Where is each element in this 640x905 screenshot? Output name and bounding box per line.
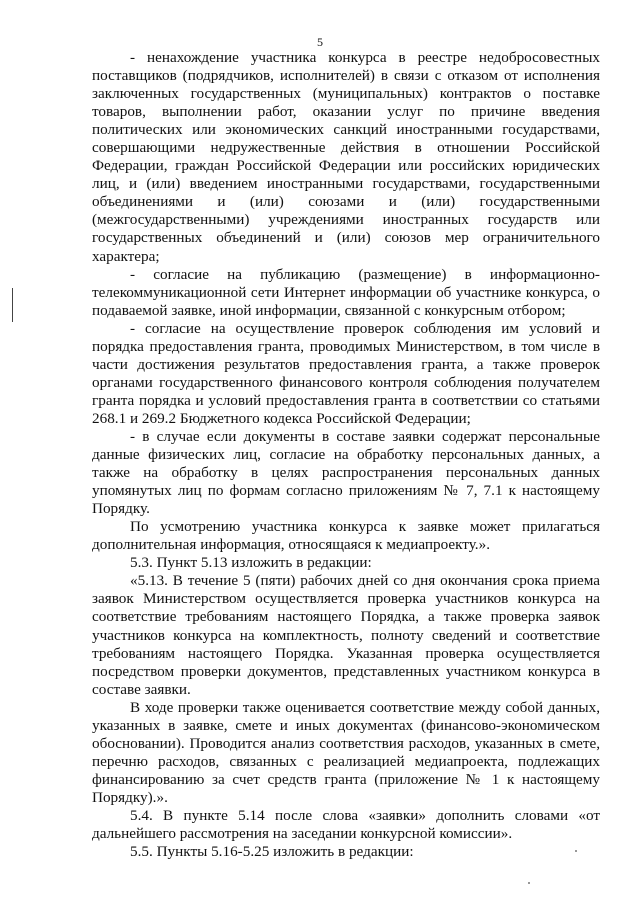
scan-speck — [528, 882, 530, 884]
scan-margin-mark — [12, 288, 13, 322]
paragraph-clause-5-3: 5.3. Пункт 5.13 изложить в редакции: — [130, 554, 372, 572]
paragraph-inspection-consent: - согласие на осуществление проверок соблюдения им условий и порядка предоставления гранта, проводимых Министерством, в том числе в части достижения результатов предоставления гранта, а также проверок органами государственного финансового контроля соблюдения получателем гранта порядка и условий предоставления гранта в соответствии со статьями 268.1 и 269.2 Бюджетного кодекса Российской Федерации; — [92, 319, 600, 427]
document-body — [92, 49, 600, 861]
paragraph-publication-consent: - согласие на публикацию (размещение) в информационно-телекоммуникационной сети Интернет информации об участнике конкурса, о подаваемой заявке, иной информации, связанной с конкурсным отбором; — [92, 265, 600, 319]
paragraph-additional-info: По усмотрению участника конкурса к заявке может прилагаться дополнительная информация, относящаяся к медиапроекту.». — [92, 518, 600, 554]
paragraph-verification-analysis: В ходе проверки также оценивается соответствие между собой данных, указанных в заявке, смете и иных документах (финансово-экономическом обосновании). Проводится анализ соответствия расходов, указанных в смете, перечню расходов, связанных с реализацией медиапроекта, подлежащих финансированию за счет средств гранта (приложение № 1 к настоящему Порядку).». — [92, 698, 600, 806]
page-number: 5 — [317, 35, 323, 49]
paragraph-clause-5-5: 5.5. Пункты 5.16-5.25 изложить в редакции: — [130, 843, 414, 861]
paragraph-clause-5-4: 5.4. В пункте 5.14 после слова «заявки» дополнить словами «от дальнейшего рассмотрения на заседании конкурсной комиссии». — [92, 806, 600, 843]
paragraph-clause-5-13: «5.13. В течение 5 (пяти) рабочих дней со дня окончания срока приема заявок Министерством осуществляется проверка участников конкурса на соответствие требованиям настоящего Порядка, а также проверка заявок участников конкурса на комплектность, полноту сведений и соответствие требованиям настоящего Порядка. Указанная проверка осуществляется посредством проверки документов, представленных участником конкурса в составе заявки. — [92, 572, 600, 698]
scan-speck — [575, 850, 577, 852]
paragraph-sanctions-registry: - ненахождение участника конкурса в реестре недобросовестных поставщиков (подрядчиков, исполнителей) в связи с отказом от исполнения заключенных государственных (муниципальных) контрактов о поставке товаров, выполнении работ, оказании услуг по причине введения политических или экономических санкций иностранными государствами, совершающими недружественные действия в отношении Российской Федерации, граждан Российской Федерации или российских юридических лиц, и (или) введением иностранными государствами, государственными объединениями и (или) союзами и (или) государственными (межгосударственными) учреждениями иностранных государств или государственных объединений и (или) союзов мер ограничительного характера; — [92, 49, 600, 265]
paragraph-personal-data-consent: - в случае если документы в составе заявки содержат персональные данные физических лиц, согласие на обработку персональных данных, а также на обработку в целях распространения персональных данных упомянутых лиц по формам согласно приложениям № 7, 7.1 к настоящему Порядку. — [92, 427, 600, 518]
